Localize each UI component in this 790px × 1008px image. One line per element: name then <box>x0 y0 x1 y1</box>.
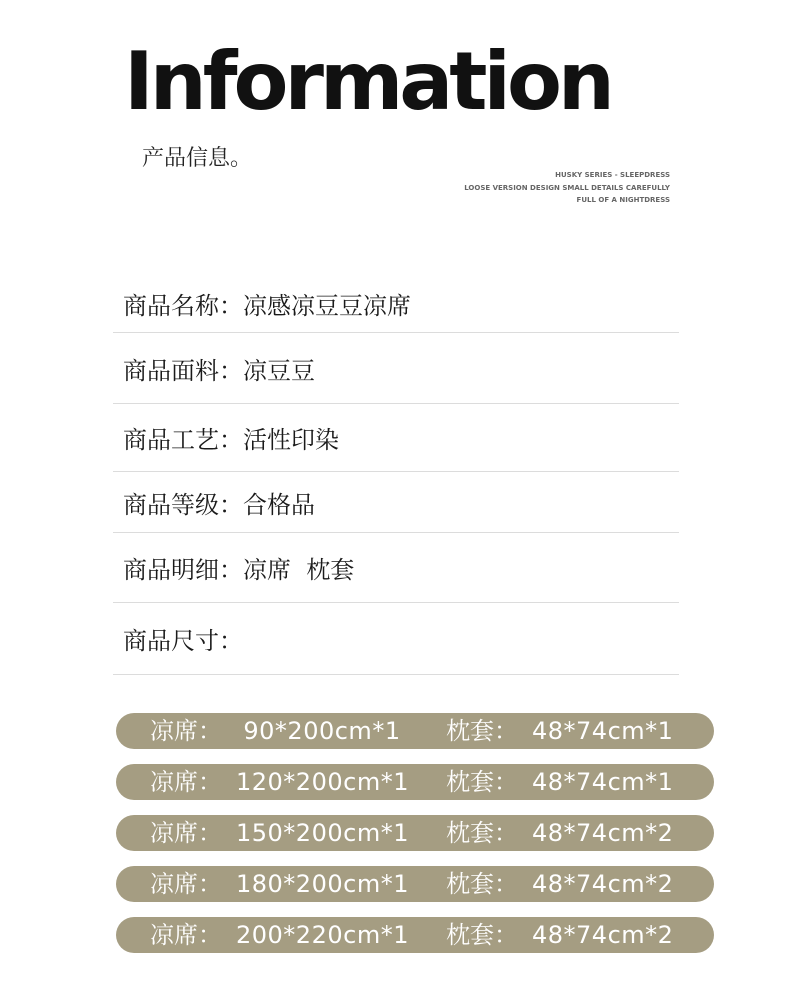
info-row-size <box>113 603 679 675</box>
info-label: 商品尺寸： <box>123 627 243 655</box>
pillow-size: 48*74cm*2 <box>532 870 674 898</box>
size-option <box>116 917 714 953</box>
pillow-size: 48*74cm*2 <box>532 819 674 847</box>
mat-size: 200*220cm*1 <box>236 921 409 949</box>
mat-size: 90*200cm*1 <box>243 717 401 745</box>
info-label: 商品工艺： <box>123 426 243 454</box>
size-option <box>116 815 714 851</box>
mat-size: 150*200cm*1 <box>236 819 409 847</box>
size-option <box>116 866 714 902</box>
mat-size: 180*200cm*1 <box>236 870 409 898</box>
mat-label: 凉席： <box>150 717 222 745</box>
pillow-label: 枕套： <box>446 717 518 745</box>
info-label: 商品名称： <box>123 291 243 320</box>
pillow-label: 枕套： <box>446 819 518 847</box>
info-row-fabric <box>113 333 679 404</box>
mat-label: 凉席： <box>150 768 222 796</box>
product-info-list <box>113 274 679 675</box>
pillow-size: 48*74cm*1 <box>532 717 674 745</box>
info-row-name <box>113 274 679 333</box>
pillow-label: 枕套： <box>446 870 518 898</box>
info-row-craft <box>113 404 679 472</box>
info-label: 商品明细： <box>123 556 243 584</box>
size-option <box>116 713 714 749</box>
info-value: 凉豆豆 <box>243 356 315 385</box>
tagline-line-3: FULL OF A NIGHTDRESS <box>576 196 670 204</box>
info-label: 商品等级： <box>123 490 243 519</box>
mat-label: 凉席： <box>150 819 222 847</box>
info-value: 凉感凉豆豆凉席 <box>243 291 411 320</box>
info-value: 合格品 <box>243 490 315 519</box>
mat-label: 凉席： <box>150 921 222 949</box>
mat-size: 120*200cm*1 <box>236 768 409 796</box>
info-row-details <box>113 533 679 603</box>
info-label: 商品面料： <box>123 356 243 385</box>
series-tagline <box>464 169 670 207</box>
pillow-label: 枕套： <box>446 921 518 949</box>
info-value: 凉席 枕套 <box>243 556 355 584</box>
page-subtitle: 产品信息。 <box>142 146 253 171</box>
size-options-list <box>116 713 714 968</box>
page-title: Information <box>124 35 611 128</box>
mat-label: 凉席： <box>150 870 222 898</box>
pillow-label: 枕套： <box>446 768 518 796</box>
size-option <box>116 764 714 800</box>
pillow-size: 48*74cm*2 <box>532 921 674 949</box>
info-value: 活性印染 <box>243 426 339 454</box>
tagline-line-2: LOOSE VERSION DESIGN SMALL DETAILS CAREFULLY <box>464 183 670 192</box>
info-row-grade <box>113 472 679 533</box>
tagline-line-1: HUSKY SERIES - SLEEPDRESS <box>555 171 670 179</box>
pillow-size: 48*74cm*1 <box>532 768 674 796</box>
